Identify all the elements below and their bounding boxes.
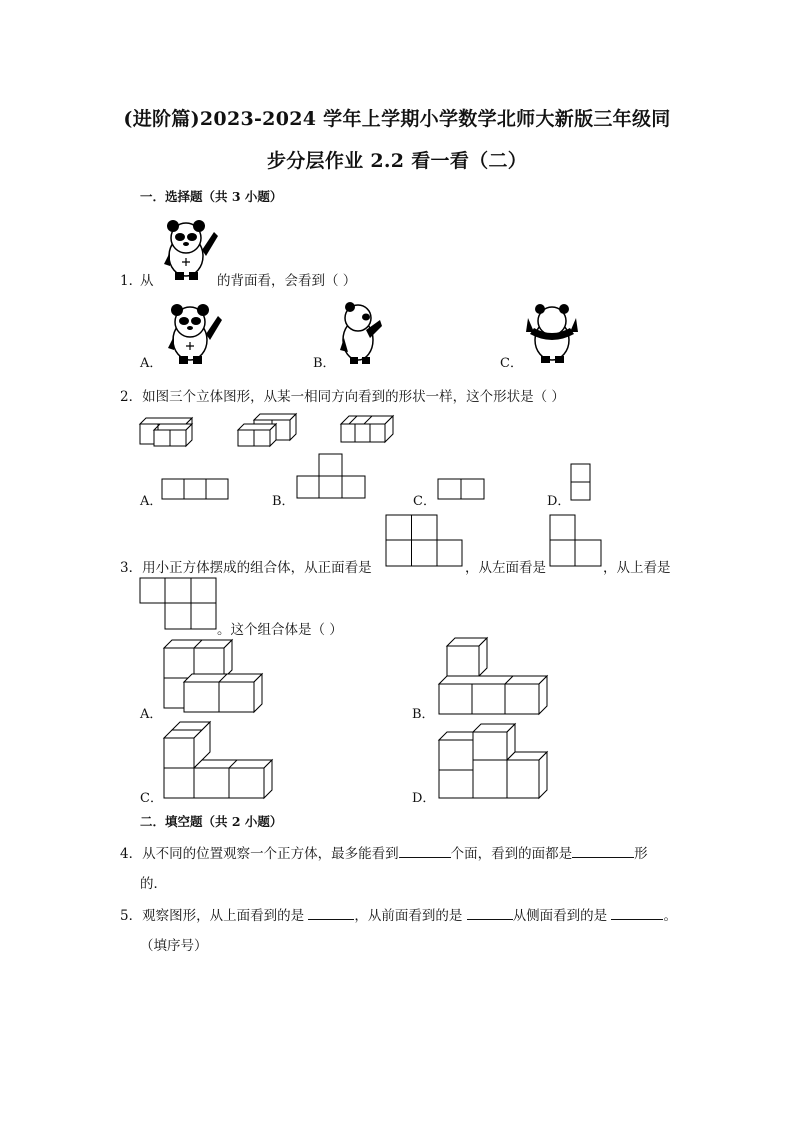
section-heading-fill-blank: 二．填空题（共 2 小题） — [140, 814, 283, 829]
panda-side-figure — [336, 302, 386, 366]
q2-option-a-label[interactable]: A． — [140, 494, 163, 509]
q1-option-a-label[interactable]: A． — [140, 356, 163, 371]
q5-blank-front[interactable] — [467, 905, 513, 920]
q4-text-part1: 4．从不同的位置观察一个正方体，最多能看到 — [120, 846, 399, 862]
q2-text: 2．如图三个立体图形，从某一相同方向看到的形状一样，这个形状是（ ） — [120, 389, 565, 405]
panda-side-icon — [340, 302, 382, 364]
q3-option-c-label[interactable]: C． — [140, 791, 163, 806]
q2-option-d-shape — [570, 463, 594, 503]
q5-blank-top[interactable] — [308, 905, 354, 920]
q4-text-part3: 形 — [634, 846, 648, 862]
panda-front-figure — [158, 220, 218, 282]
q5-line1 — [120, 904, 677, 924]
q2-option-d-label[interactable]: D． — [547, 494, 571, 509]
panda-icon — [168, 304, 222, 364]
q3-left-view — [549, 514, 605, 568]
q1-option-c-label[interactable]: C． — [500, 356, 523, 371]
q2-option-b-label[interactable]: B． — [272, 494, 295, 509]
q4-text-part4: 的． — [140, 876, 167, 892]
q1-text-post: 的背面看，会看到（ ） — [217, 273, 357, 289]
q3-option-a-figure — [162, 638, 264, 714]
q4-blank-2[interactable] — [572, 843, 634, 858]
q3-text-part4: 。这个组合体是（ ） — [217, 622, 343, 638]
q2-solid-1 — [138, 414, 200, 450]
q3-option-b-label[interactable]: B． — [412, 707, 435, 722]
q2-option-a-shape — [161, 478, 231, 502]
q4-line1 — [120, 842, 648, 862]
q1-number: 1． — [120, 273, 143, 289]
q3-text-part1: 3．用小正方体摆成的组合体，从正面看是 — [120, 560, 372, 576]
q3-option-c-figure — [162, 722, 274, 800]
section-heading-choice: 一．选择题（共 3 小题） — [140, 189, 283, 204]
q4-text-part2: 个面，看到的面都是 — [450, 846, 573, 862]
q5-text-part2: ，从前面看到的是 — [354, 908, 463, 924]
q3-option-a-label[interactable]: A． — [140, 707, 163, 722]
q3-option-b-figure — [437, 638, 549, 716]
q5-blank-side[interactable] — [611, 905, 663, 920]
q2-solid-2 — [236, 414, 300, 450]
q5-text-part1: 5．观察图形，从上面看到的是 — [120, 908, 305, 924]
panda-option-a-figure — [162, 304, 222, 366]
q1-option-b-label[interactable]: B． — [313, 356, 336, 371]
q5-text-part4: 。 — [663, 908, 677, 924]
doc-title-line1: (进阶篇)2023-2024 学年上学期小学数学北师大新版三年级同 — [123, 108, 671, 130]
q3-option-d-label[interactable]: D． — [412, 791, 436, 806]
q2-option-c-label[interactable]: C． — [413, 494, 436, 509]
doc-title-line2: 步分层作业 2.2 看一看（二） — [266, 150, 528, 172]
q5-text-part5: （填序号） — [140, 938, 208, 954]
q2-option-c-shape — [437, 478, 487, 502]
panda-back-figure — [524, 304, 582, 364]
panda-icon — [164, 220, 218, 280]
q1-text-pre: 从 — [140, 273, 154, 289]
q3-text-part3: ，从上看是 — [603, 560, 671, 576]
q3-front-view — [385, 514, 465, 568]
q3-option-d-figure — [437, 722, 549, 800]
q4-blank-1[interactable] — [399, 843, 451, 858]
q2-solid-3 — [339, 412, 395, 448]
q5-text-part3: 从侧面看到的是 — [512, 908, 608, 924]
panda-back-icon — [526, 304, 578, 363]
q3-top-view — [139, 577, 219, 631]
q3-text-part2: ，从左面看是 — [465, 560, 546, 576]
q2-option-b-shape — [296, 453, 368, 501]
